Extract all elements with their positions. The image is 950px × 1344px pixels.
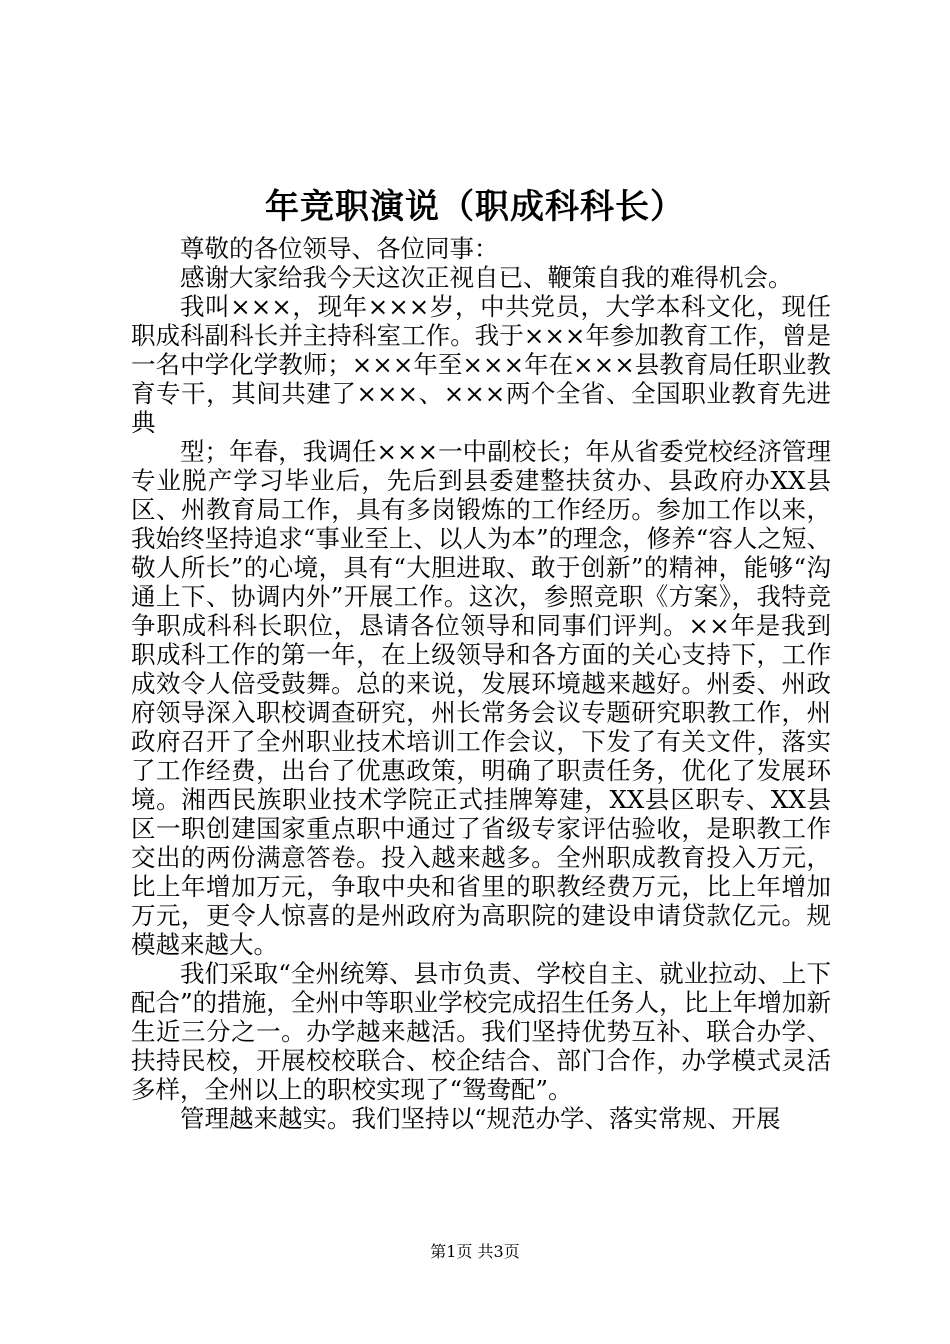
page-number-footer: 第1页 共3页 [430,1242,520,1261]
paragraph-enrollment: 我们采取“全州统筹、县市负责、学校自主、就业拉动、上下配合”的措施，全州中等职业学校完成招生任务人，比上年增加新生近三分之一。办学越来越活。我们坚持优势互补、联合办学、扶持民校，开展校校联合、校企结合、部门合作，办学模式灵活多样，全州以上的职校实现了“鸳鸯配”。 [131,959,831,1104]
paragraph-thanks: 感谢大家给我今天这次正视自已、鞭策自我的难得机会。 [180,263,793,292]
document-title: 年竞职演说（职成科科长） [265,187,685,227]
paragraph-introduction: 我叫×××，现年×××岁，中共党员，大学本科文化，现任职成科副科长并主持科室工作。我于×××年参加教育工作，曾是一名中学化学教师；×××年至×××年在×××县教育局任职业教育专干，其间共建了×××、×××两个全省、全国职业教育先进典 [131,292,831,437]
paragraph-salutation: 尊敬的各位领导、各位同事： [180,234,499,263]
document-body [131,234,831,1133]
paragraph-experience: 型；年春，我调任×××一中副校长；年从省委党校经济管理专业脱产学习毕业后，先后到县委建整扶贫办、县政府办XX县区、州教育局工作，具有多岗锻炼的工作经历。参加工作以来，我始终坚持追求“事业至上、以人为本”的理念，修养“容人之短、敬人所长”的心境，具有“大胆进取、敢于创新”的精神，能够“沟通上下、协调内外”开展工作。这次，参照竞职《方案》，我特竞争职成科科长职位，恳请各位领导和同事们评判。××年是我到职成科工作的第一年，在上级领导和各方面的关心支持下，工作成效令人倍受鼓舞。总的来说，发展环境越来越好。州委、州政府领导深入职校调查研究，州长常务会议专题研究职教工作，州政府召开了全州职业技术培训工作会议，下发了有关文件，落实了工作经费，出台了优惠政策，明确了职责任务，优化了发展环境。湘西民族职业技术学院正式挂牌筹建，XX县区职专、XX县区一职创建国家重点职中通过了省级专家评估验收，是职教工作交出的两份满意答卷。投入越来越多。全州职成教育投入万元，比上年增加万元，争取中央和省里的职教经费万元，比上年增加万元，更令人惊喜的是州政府为高职院的建设申请贷款亿元。规模越来越大。 [131,437,831,959]
paragraph-management: 管理越来越实。我们坚持以“规范办学、落实常规、开展 [180,1104,781,1133]
